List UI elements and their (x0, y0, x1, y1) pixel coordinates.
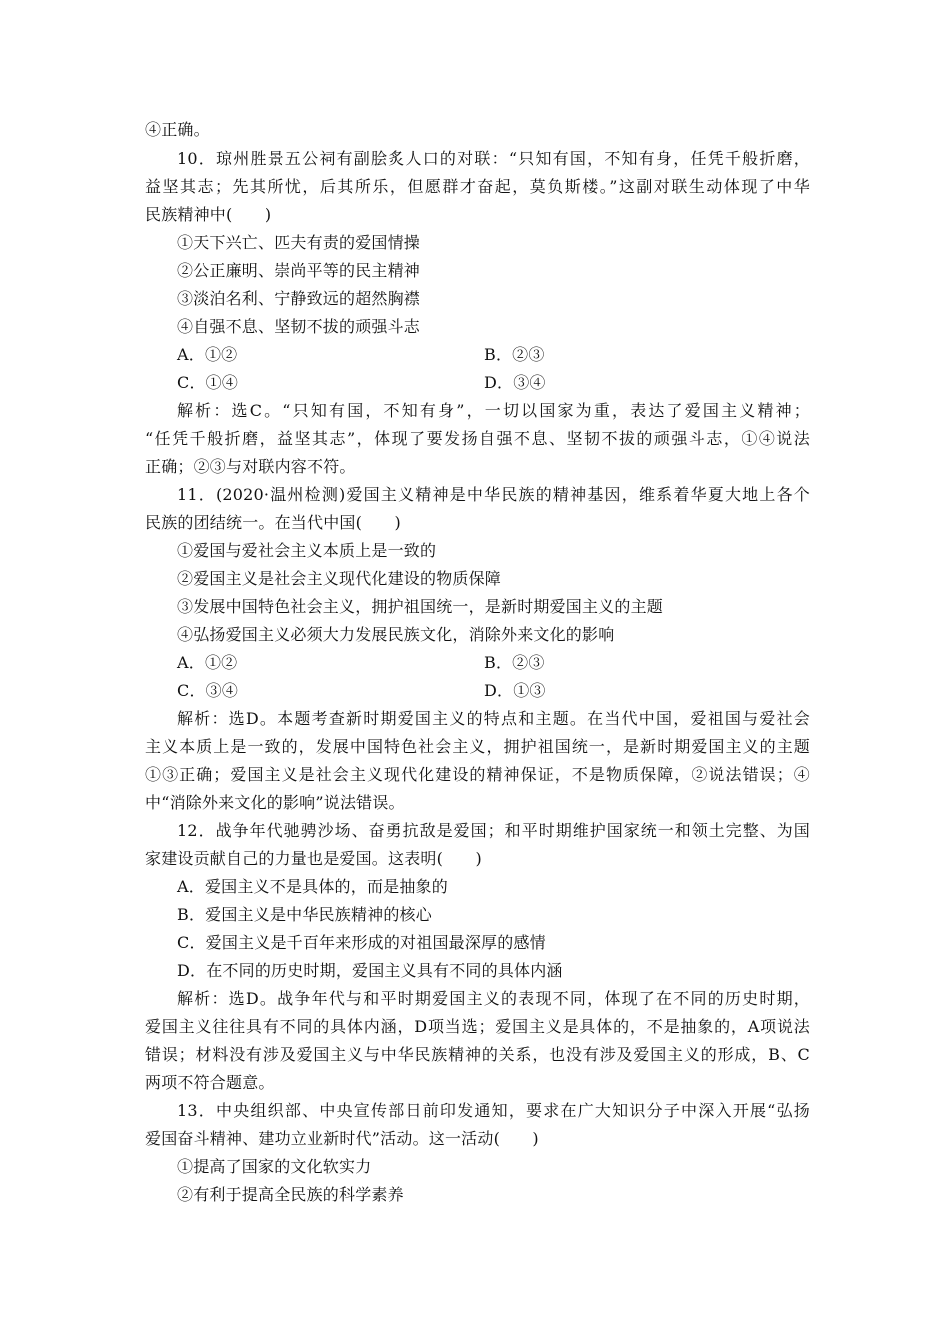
question-10-option-d: D．③④ (484, 373, 546, 392)
question-11-stem: 民族的团结统一。在当代中国( ) (145, 513, 401, 532)
text-line: ④正确。 (145, 120, 210, 139)
question-10-item: ②公正廉明、崇尚平等的民主精神 (177, 261, 421, 280)
question-12-option-a: A．爱国主义不是具体的，而是抽象的 (177, 877, 448, 896)
question-11-item: ②爱国主义是社会主义现代化建设的物质保障 (177, 569, 502, 588)
question-11-item: ③发展中国特色社会主义，拥护祖国统一，是新时期爱国主义的主题 (177, 597, 664, 616)
question-12-analysis: 爱国主义往往具有不同的具体内涵，D项当选；爱国主义是具体的，不是抽象的，A项说法 (145, 1017, 810, 1036)
question-13-stem: 爱国奋斗精神、建功立业新时代”活动。这一活动( ) (145, 1129, 539, 1148)
question-12-stem: 12．战争年代驰骋沙场、奋勇抗敌是爱国；和平时期维护国家统一和领土完整、为国 (177, 821, 810, 840)
question-12-option-b: B．爱国主义是中华民族精神的核心 (177, 905, 432, 924)
question-11-item: ④弘扬爱国主义必须大力发展民族文化，消除外来文化的影响 (177, 625, 615, 644)
question-12-analysis: 解析：选D。战争年代与和平时期爱国主义的表现不同，体现了在不同的历史时期， (177, 989, 810, 1008)
question-11-option-a: A．①② (177, 653, 238, 672)
question-11-item: ①爱国与爱社会主义本质上是一致的 (177, 541, 437, 560)
question-11-stem: 11．(2020·温州检测)爱国主义精神是中华民族的精神基因，维系着华夏大地上各个 (177, 485, 810, 504)
question-10-item: ①天下兴亡、匹夫有责的爱国情操 (177, 233, 421, 252)
question-10-option-b: B．②③ (484, 345, 545, 364)
question-11-analysis: 中“消除外来文化的影响”说法错误。 (145, 793, 405, 812)
question-10-analysis: “任凭千般折磨，益坚其志”，体现了要发扬自强不息、坚韧不拔的顽强斗志，①④说法 (145, 429, 810, 448)
question-11-option-d: D．①③ (484, 681, 546, 700)
question-10-stem: 益坚其志；先其所忧，后其所乐，但愿群才奋起，莫负斯楼。”这副对联生动体现了中华 (145, 177, 810, 196)
question-12-option-d: D．在不同的历史时期，爱国主义具有不同的具体内涵 (177, 961, 563, 980)
question-10-analysis: 解析：选C。“只知有国，不知有身”，一切以国家为重，表达了爱国主义精神； (177, 401, 810, 420)
question-11-analysis: ①③正确；爱国主义是社会主义现代化建设的精神保证，不是物质保障，②说法错误；④ (145, 765, 810, 784)
question-10-stem: 10．琼州胜景五公祠有副脍炙人口的对联：“只知有国，不知有身，任凭千般折磨， (177, 149, 810, 168)
question-13-stem: 13．中央组织部、中央宣传部日前印发通知，要求在广大知识分子中深入开展“弘扬 (177, 1101, 810, 1120)
question-10-option-a: A．①② (177, 345, 238, 364)
question-13-item: ①提高了国家的文化软实力 (177, 1157, 372, 1176)
question-10-stem: 民族精神中( ) (145, 205, 272, 224)
question-11-option-b: B．②③ (484, 653, 545, 672)
question-11-analysis: 主义本质上是一致的，发展中国特色社会主义，拥护祖国统一，是新时期爱国主义的主题 (145, 737, 810, 756)
question-12-stem: 家建设贡献自己的力量也是爱国。这表明( ) (145, 849, 482, 868)
question-10-item: ③淡泊名利、宁静致远的超然胸襟 (177, 289, 421, 308)
question-12-analysis: 错误；材料没有涉及爱国主义与中华民族精神的关系，也没有涉及爱国主义的形成，B、C (145, 1045, 810, 1064)
question-10-analysis: 正确；②③与对联内容不符。 (145, 457, 356, 476)
question-12-option-c: C．爱国主义是千百年来形成的对祖国最深厚的感情 (177, 933, 546, 952)
question-12-analysis: 两项不符合题意。 (145, 1073, 275, 1092)
question-11-analysis: 解析：选D。本题考查新时期爱国主义的特点和主题。在当代中国，爱祖国与爱社会 (177, 709, 810, 728)
question-13-item: ②有利于提高全民族的科学素养 (177, 1185, 404, 1204)
question-11-option-c: C．③④ (177, 681, 239, 700)
question-10-item: ④自强不息、坚韧不拔的顽强斗志 (177, 317, 421, 336)
question-10-option-c: C．①④ (177, 373, 239, 392)
